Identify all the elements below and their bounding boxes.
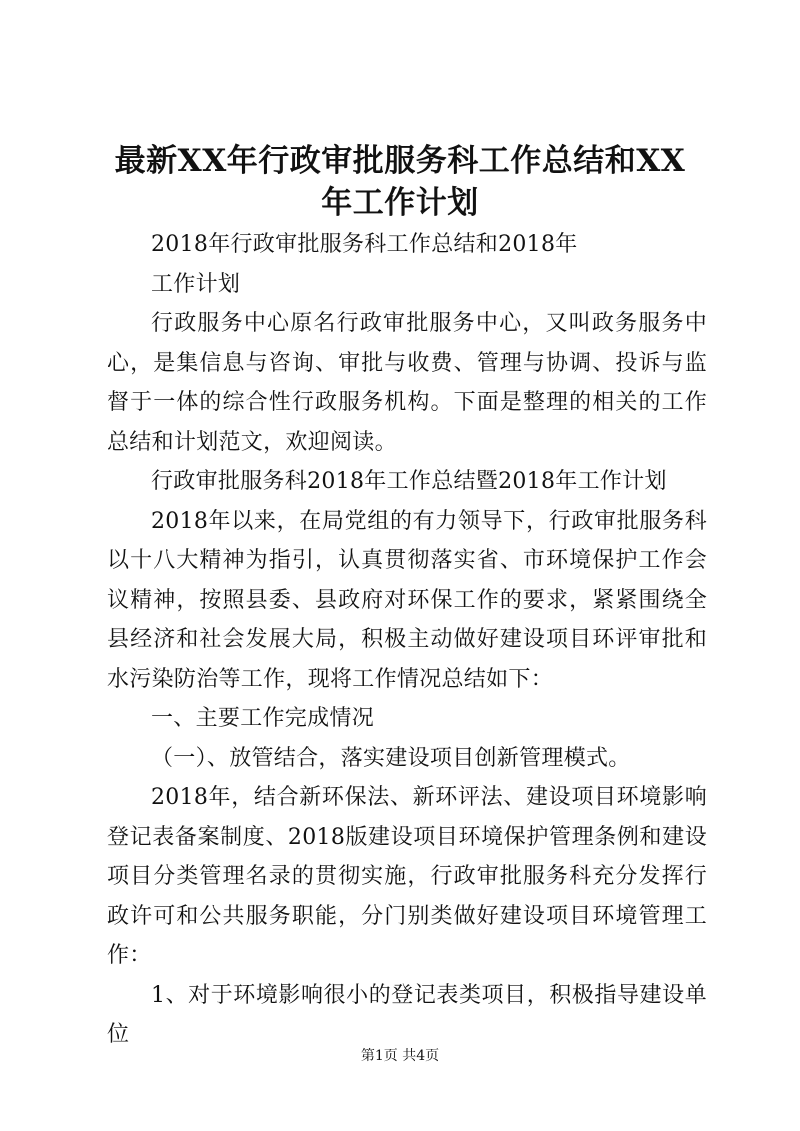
document-title: 最新XX年行政审批服务科工作总结和XX年工作计划	[114, 143, 686, 221]
document-body	[107, 225, 707, 1055]
paragraph: 2018年以来，在局党组的有力领导下，行政审批服务科以十八大精神为指引，认真贯彻落实省、市环境保护工作会议精神，按照县委、县政府对环保工作的要求，紧紧围绕全县经济和社会发展大局，积极主动做好建设项目环评审批和水污染防治等工作，现将工作情况总结如下：	[107, 508, 707, 692]
paragraph: 行政审批服务科2018年工作总结暨2018年工作计划	[151, 469, 667, 494]
paragraph: 工作计划	[151, 271, 241, 297]
paragraph: 2018年行政审批服务科工作总结和2018年	[151, 232, 578, 257]
paragraph: 行政服务中心原名行政审批服务中心，又叫政务服务中心，是集信息与咨询、审批与收费、管理与协调、投诉与监督于一体的综合性行政服务机构。下面是整理的相关的工作总结和计划范文，欢迎阅读。	[107, 311, 707, 455]
page-number-footer: 第1页 共4页	[360, 1048, 440, 1064]
paragraph: 2018年，结合新环保法、新环评法、建设项目环境影响登记表备案制度、2018版建设项目环境保护管理条例和建设项目分类管理名录的贯彻实施，行政审批服务科充分发挥行政许可和公共服务职能，分门别类做好建设项目环境管理工作：	[107, 785, 707, 968]
section-heading: 一、主要工作完成情况	[151, 706, 375, 731]
subsection-heading: （一）、放管结合，落实建设项目创新管理模式。	[151, 745, 631, 771]
paragraph: 1、对于环境影响很小的登记表类项目，积极指导建设单位	[107, 982, 707, 1047]
